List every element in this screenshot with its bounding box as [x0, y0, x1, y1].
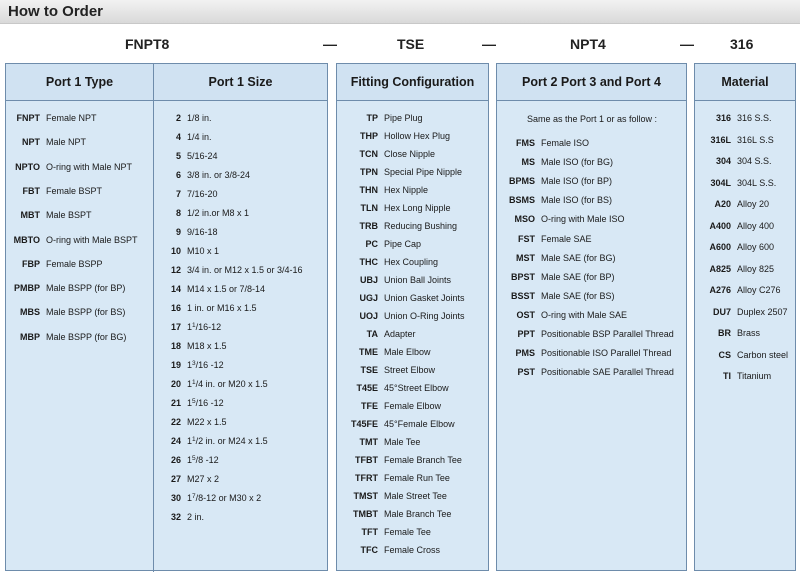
port1-size-row	[159, 433, 268, 449]
option-code: MBTO	[13, 234, 40, 245]
option-code: 24	[170, 436, 181, 446]
material-row	[697, 239, 774, 255]
option-code: A276	[709, 285, 731, 295]
fitting-config-row	[341, 542, 440, 558]
option-code: DU7	[712, 306, 731, 317]
option-code: 16	[170, 303, 181, 313]
option-code: MST	[516, 252, 535, 263]
option-code: MBP	[20, 331, 40, 342]
fitting-config-row	[341, 182, 428, 198]
option-description: Male SAE (for BG)	[541, 252, 616, 263]
order-code-dash-1: —	[323, 36, 337, 52]
fraction-whole: 1	[187, 455, 193, 465]
port1-type-row	[10, 110, 97, 126]
option-code: FNPT	[16, 113, 40, 123]
option-description: Positionable SAE Parallel Thread	[541, 367, 674, 378]
option-description: M18 x 1.5	[187, 341, 227, 351]
fitting-config-row	[341, 146, 435, 162]
port1-type-row	[10, 280, 125, 296]
option-code: FBT	[22, 185, 40, 196]
option-description: 2 in.	[187, 512, 205, 522]
material-heading: Material	[695, 64, 795, 101]
port234-row	[501, 364, 674, 380]
option-description: Brass	[737, 328, 761, 338]
fitting-config-row	[341, 290, 465, 306]
option-code: TI	[723, 371, 731, 381]
option-description: Adapter	[384, 329, 416, 339]
option-code: UBJ	[359, 275, 378, 285]
fitting-config-row	[341, 470, 450, 486]
fraction-rest: /4 in. or M20 x 1.5	[195, 379, 268, 389]
option-description: M27 x 2	[187, 474, 220, 484]
port1-size-row	[159, 186, 218, 202]
port1-size-row	[159, 338, 227, 354]
material-row	[697, 218, 774, 234]
fraction-whole: 1	[187, 322, 193, 332]
option-description: 3/8 in. or 3/8-24	[187, 170, 251, 180]
fraction-numerator: 1	[192, 322, 196, 329]
option-code: THC	[359, 257, 378, 267]
port1-size-row	[159, 205, 249, 221]
port1-size-row	[159, 414, 227, 430]
port234-note: Same as the Port 1 or as follow :	[527, 114, 658, 124]
option-description: O-ring with Male SAE	[541, 309, 628, 320]
option-code: 14	[170, 284, 181, 294]
fitting-config-row	[341, 362, 435, 378]
order-code-port1: FNPT8	[125, 36, 170, 52]
option-code: 18	[170, 341, 181, 351]
fitting-config-row	[341, 236, 421, 252]
option-description: Male Elbow	[384, 347, 431, 357]
order-code-port234: NPT4	[570, 36, 606, 52]
fraction-rest: /16 -12	[195, 398, 224, 408]
port1-size-row	[159, 262, 303, 278]
fraction-numerator: 1	[192, 436, 196, 443]
material-row	[697, 132, 774, 148]
option-code: TFT	[361, 527, 378, 537]
option-description	[187, 398, 224, 408]
fraction-rest: /16 -12	[195, 360, 224, 370]
option-code: 30	[170, 493, 181, 503]
port234-row	[501, 288, 615, 304]
port1-size-row	[159, 452, 219, 468]
option-description: Special Pipe Nipple	[384, 167, 463, 177]
option-code: BSMS	[508, 195, 535, 206]
option-code: A825	[709, 263, 731, 274]
fitting-config-row	[341, 398, 441, 414]
option-description: 7/16-20	[187, 189, 218, 199]
option-code: OST	[516, 309, 535, 320]
page-title: How to Order	[8, 3, 104, 20]
option-description: Female Tee	[384, 527, 431, 537]
port1-type-row	[10, 304, 125, 320]
fitting-config-heading: Fitting Configuration	[337, 64, 488, 101]
order-code-dash-3: —	[680, 36, 694, 52]
fitting-config-row	[341, 488, 447, 504]
fitting-config-row	[341, 416, 455, 432]
option-description: Female Cross	[384, 545, 441, 555]
port234-row	[501, 307, 627, 323]
fraction-whole: 1	[187, 436, 193, 446]
option-code: A20	[714, 199, 731, 209]
option-code: TPN	[360, 167, 378, 177]
fitting-config-row	[341, 272, 451, 288]
option-description: Female Run Tee	[384, 473, 450, 483]
option-code: TSE	[360, 365, 378, 375]
port1-size-row	[159, 167, 250, 183]
option-code: PPT	[517, 329, 535, 339]
option-description: Female Branch Tee	[384, 455, 462, 465]
option-code: TFBT	[355, 455, 378, 465]
fraction-numerator: 3	[192, 360, 196, 367]
material-panel	[694, 63, 796, 571]
material-row	[697, 110, 772, 126]
option-code: TFE	[361, 401, 378, 411]
material-row	[697, 153, 772, 169]
option-description: Positionable BSP Parallel Thread	[541, 329, 674, 339]
material-row	[697, 175, 776, 191]
option-code: BSST	[510, 290, 535, 301]
option-description: Alloy 825	[737, 263, 775, 274]
option-code: TME	[359, 347, 378, 357]
port234-heading: Port 2 Port 3 and Port 4	[497, 64, 686, 101]
port234-row	[501, 345, 671, 361]
port1-type-row	[10, 183, 102, 199]
port234-row	[501, 173, 612, 189]
port1-type-row	[10, 159, 132, 175]
order-code-fitting: TSE	[397, 36, 425, 52]
fitting-config-row	[341, 110, 423, 126]
option-code: CS	[718, 349, 731, 360]
option-code: 316L	[710, 134, 731, 145]
option-description: Union O-Ring Joints	[384, 311, 465, 321]
material-row	[697, 368, 771, 384]
option-description: M14 x 1.5 or 7/8-14	[187, 284, 266, 294]
option-description: Hex Long Nipple	[384, 203, 451, 213]
option-description	[187, 379, 268, 389]
option-code: TMST	[353, 491, 378, 501]
option-code: BPMS	[508, 176, 535, 187]
option-description: Female BSPT	[46, 185, 103, 196]
option-description: Male Tee	[384, 437, 421, 447]
port234-row	[501, 135, 589, 151]
material-row	[697, 282, 781, 298]
option-description: Reducing Bushing	[384, 221, 458, 231]
fitting-config-row	[341, 218, 457, 234]
port1-panel	[5, 63, 328, 571]
option-code: 2	[175, 113, 181, 123]
option-code: PC	[365, 239, 378, 249]
option-description: 304 S.S.	[737, 156, 772, 166]
port1-size-row	[159, 357, 224, 373]
port1-type-row	[10, 232, 138, 248]
option-description: Duplex 2507	[737, 306, 788, 317]
option-description: 45°Female Elbow	[384, 419, 455, 429]
port234-row	[501, 269, 615, 285]
option-code: TP	[366, 113, 378, 123]
option-description: 5/16-24	[187, 151, 218, 161]
option-description: 1/8 in.	[187, 113, 212, 123]
port1-column-divider	[153, 64, 154, 572]
option-code: 316	[715, 113, 731, 123]
option-code: T45E	[356, 383, 378, 393]
port1-size-row	[159, 300, 257, 316]
option-description: 1/2 in.or M8 x 1	[187, 208, 250, 218]
material-row	[697, 347, 788, 363]
material-row	[697, 261, 774, 277]
option-code: PMS	[515, 348, 535, 359]
option-code: MBT	[20, 210, 40, 221]
option-code: 6	[175, 170, 181, 180]
order-code-dash-2: —	[482, 36, 496, 52]
option-code: NPTO	[15, 161, 40, 172]
option-code: PMBP	[13, 283, 40, 294]
option-description: 1/4 in.	[187, 132, 212, 142]
option-description: Street Elbow	[384, 365, 436, 375]
option-description: Pipe Plug	[384, 113, 423, 123]
option-description: Male BSPP (for BP)	[46, 283, 126, 294]
option-code: 7	[175, 189, 181, 199]
port234-row	[501, 231, 592, 247]
option-code: THN	[359, 185, 378, 195]
option-description: Male SAE (for BS)	[541, 290, 615, 301]
fraction-whole: 1	[187, 398, 193, 408]
title-bar	[0, 0, 800, 24]
option-description: Positionable ISO Parallel Thread	[541, 348, 672, 359]
port1-size-row	[159, 224, 218, 240]
port234-row	[501, 250, 616, 266]
option-code: MS	[521, 157, 535, 168]
option-description: Titanium	[737, 371, 772, 381]
port1-type-row	[10, 207, 92, 223]
fraction-numerator: 1	[192, 379, 196, 386]
fraction-numerator: 5	[192, 455, 196, 462]
port1-size-row	[159, 490, 261, 506]
option-code: 9	[175, 227, 181, 237]
material-row	[697, 304, 788, 320]
option-description: Male ISO (for BP)	[541, 176, 613, 187]
fitting-config-row	[341, 128, 450, 144]
option-description: Male ISO (for BS)	[541, 195, 613, 206]
option-description: Male BSPT	[46, 210, 92, 221]
option-description: Female NPT	[46, 113, 97, 123]
port1-type-heading: Port 1 Type	[6, 64, 153, 101]
option-description: 9/16-18	[187, 227, 218, 237]
option-description	[187, 322, 221, 332]
port234-row	[501, 326, 674, 342]
option-description: 45°Street Elbow	[384, 383, 449, 393]
option-description	[187, 436, 268, 446]
option-code: TFRT	[355, 473, 378, 483]
option-code: 26	[170, 455, 181, 465]
port1-size-row	[159, 319, 221, 335]
option-description: Hex Coupling	[384, 257, 439, 267]
option-code: NPT	[22, 137, 40, 148]
option-description: O-ring with Male ISO	[541, 214, 625, 225]
option-code: 8	[175, 208, 181, 218]
option-code: 20	[170, 379, 181, 389]
option-description: Female ISO	[541, 138, 590, 148]
fraction-rest: /16-12	[195, 322, 222, 332]
fraction-rest: /2 in. or M24 x 1.5	[195, 436, 268, 446]
option-code: TMBT	[353, 509, 378, 519]
material-row	[697, 325, 760, 341]
fitting-config-row	[341, 254, 438, 270]
option-description: Male ISO (for BG)	[541, 157, 614, 168]
option-code: FMS	[516, 138, 535, 148]
option-description: O-ring with Male NPT	[46, 161, 133, 172]
option-description	[187, 360, 224, 370]
option-description: Close Nipple	[384, 149, 436, 159]
option-code: 27	[170, 474, 181, 484]
port1-size-row	[159, 509, 204, 525]
option-description: Hollow Hex Plug	[384, 131, 451, 141]
port234-panel	[496, 63, 687, 571]
fitting-config-row	[341, 164, 462, 180]
port1-size-row	[159, 395, 224, 411]
option-code: TLN	[360, 203, 378, 213]
option-code: FST	[518, 233, 535, 244]
option-description: 304L S.S.	[737, 177, 777, 188]
option-description: Female Elbow	[384, 401, 442, 411]
port1-size-row	[159, 376, 268, 392]
option-code: A400	[709, 220, 731, 231]
option-code: MSO	[514, 214, 535, 225]
option-code: 304	[715, 156, 731, 166]
fitting-config-panel	[336, 63, 489, 571]
option-code: 12	[170, 265, 181, 275]
port234-row	[501, 192, 612, 208]
option-code: BPST	[510, 271, 535, 282]
material-row	[697, 196, 769, 212]
fraction-rest: /8-12 or M30 x 2	[195, 493, 262, 503]
option-code: TA	[366, 329, 378, 339]
option-code: MBS	[20, 307, 40, 318]
fitting-config-row	[341, 434, 420, 450]
option-description: Alloy 600	[737, 242, 775, 252]
option-code: UOJ	[359, 311, 378, 321]
option-code: TCN	[359, 149, 378, 159]
fitting-config-row	[341, 200, 451, 216]
option-code: FBP	[22, 258, 40, 269]
fitting-config-row	[341, 524, 431, 540]
option-description: Pipe Cap	[384, 239, 422, 249]
option-code: 304L	[710, 177, 731, 188]
option-code: 17	[170, 322, 181, 332]
option-description: Union Ball Joints	[384, 275, 452, 285]
option-description: Alloy 400	[737, 220, 775, 231]
option-code: THP	[360, 131, 378, 141]
fraction-whole: 1	[187, 360, 193, 370]
order-code-material: 316	[730, 36, 754, 52]
option-description	[187, 455, 219, 465]
option-description: Male Street Tee	[384, 491, 447, 501]
option-description: Union Gasket Joints	[384, 293, 465, 303]
option-code: 19	[170, 360, 181, 370]
fitting-config-row	[341, 326, 416, 342]
port1-size-row	[159, 110, 212, 126]
port234-row	[501, 154, 613, 170]
fitting-config-row	[341, 506, 451, 522]
port234-row	[501, 211, 625, 227]
option-code: PST	[517, 367, 535, 378]
option-code: 21	[170, 398, 181, 408]
port1-size-row	[159, 471, 219, 487]
option-description: Male BSPP (for BS)	[46, 307, 126, 318]
option-code: 32	[170, 512, 181, 522]
port1-size-row	[159, 148, 218, 164]
option-description: M22 x 1.5	[187, 417, 227, 427]
option-description: Female BSPP	[46, 258, 103, 269]
option-description: Male NPT	[46, 137, 87, 148]
option-description: 316 S.S.	[737, 113, 772, 123]
fitting-config-row	[341, 452, 462, 468]
fraction-whole: 1	[187, 493, 193, 503]
port1-size-row	[159, 129, 212, 145]
option-code: TFC	[360, 545, 378, 555]
option-code: TMT	[359, 437, 378, 447]
option-code: 5	[175, 151, 181, 161]
port1-size-heading: Port 1 Size	[153, 64, 327, 101]
option-code: 22	[170, 417, 181, 427]
port1-type-row	[10, 134, 86, 150]
fraction-rest: /8 -12	[195, 455, 219, 465]
option-code: 10	[170, 246, 181, 256]
option-description: Alloy 20	[737, 199, 770, 209]
port1-type-row	[10, 256, 103, 272]
option-code: T45FE	[350, 419, 378, 429]
fitting-config-row	[341, 380, 449, 396]
option-code: 4	[175, 132, 181, 142]
option-description: Female SAE	[541, 233, 592, 244]
option-description: Male Branch Tee	[384, 509, 452, 519]
option-description: Hex Nipple	[384, 185, 429, 195]
option-description: Carbon steel	[737, 349, 789, 360]
option-description: 3/4 in. or M12 x 1.5 or 3/4-16	[187, 265, 303, 275]
option-description: Alloy C276	[737, 285, 781, 295]
option-description: M10 x 1	[187, 246, 220, 256]
fraction-whole: 1	[187, 379, 193, 389]
option-description	[187, 493, 261, 503]
option-code: UGJ	[359, 293, 378, 303]
option-description: Male SAE (for BP)	[541, 271, 615, 282]
option-code: A600	[709, 242, 731, 252]
option-description: O-ring with Male BSPT	[46, 234, 138, 245]
fraction-numerator: 7	[192, 493, 196, 500]
port1-size-row	[159, 243, 219, 259]
option-description: Male BSPP (for BG)	[46, 331, 127, 342]
option-description: 1 in. or M16 x 1.5	[187, 303, 257, 313]
fitting-config-row	[341, 308, 465, 324]
port1-type-row	[10, 329, 126, 345]
option-code: BR	[718, 328, 731, 338]
option-code: TRB	[359, 221, 378, 231]
fraction-numerator: 5	[192, 398, 196, 405]
fitting-config-row	[341, 344, 431, 360]
port1-size-row	[159, 281, 265, 297]
option-description: 316L S.S	[737, 134, 774, 145]
